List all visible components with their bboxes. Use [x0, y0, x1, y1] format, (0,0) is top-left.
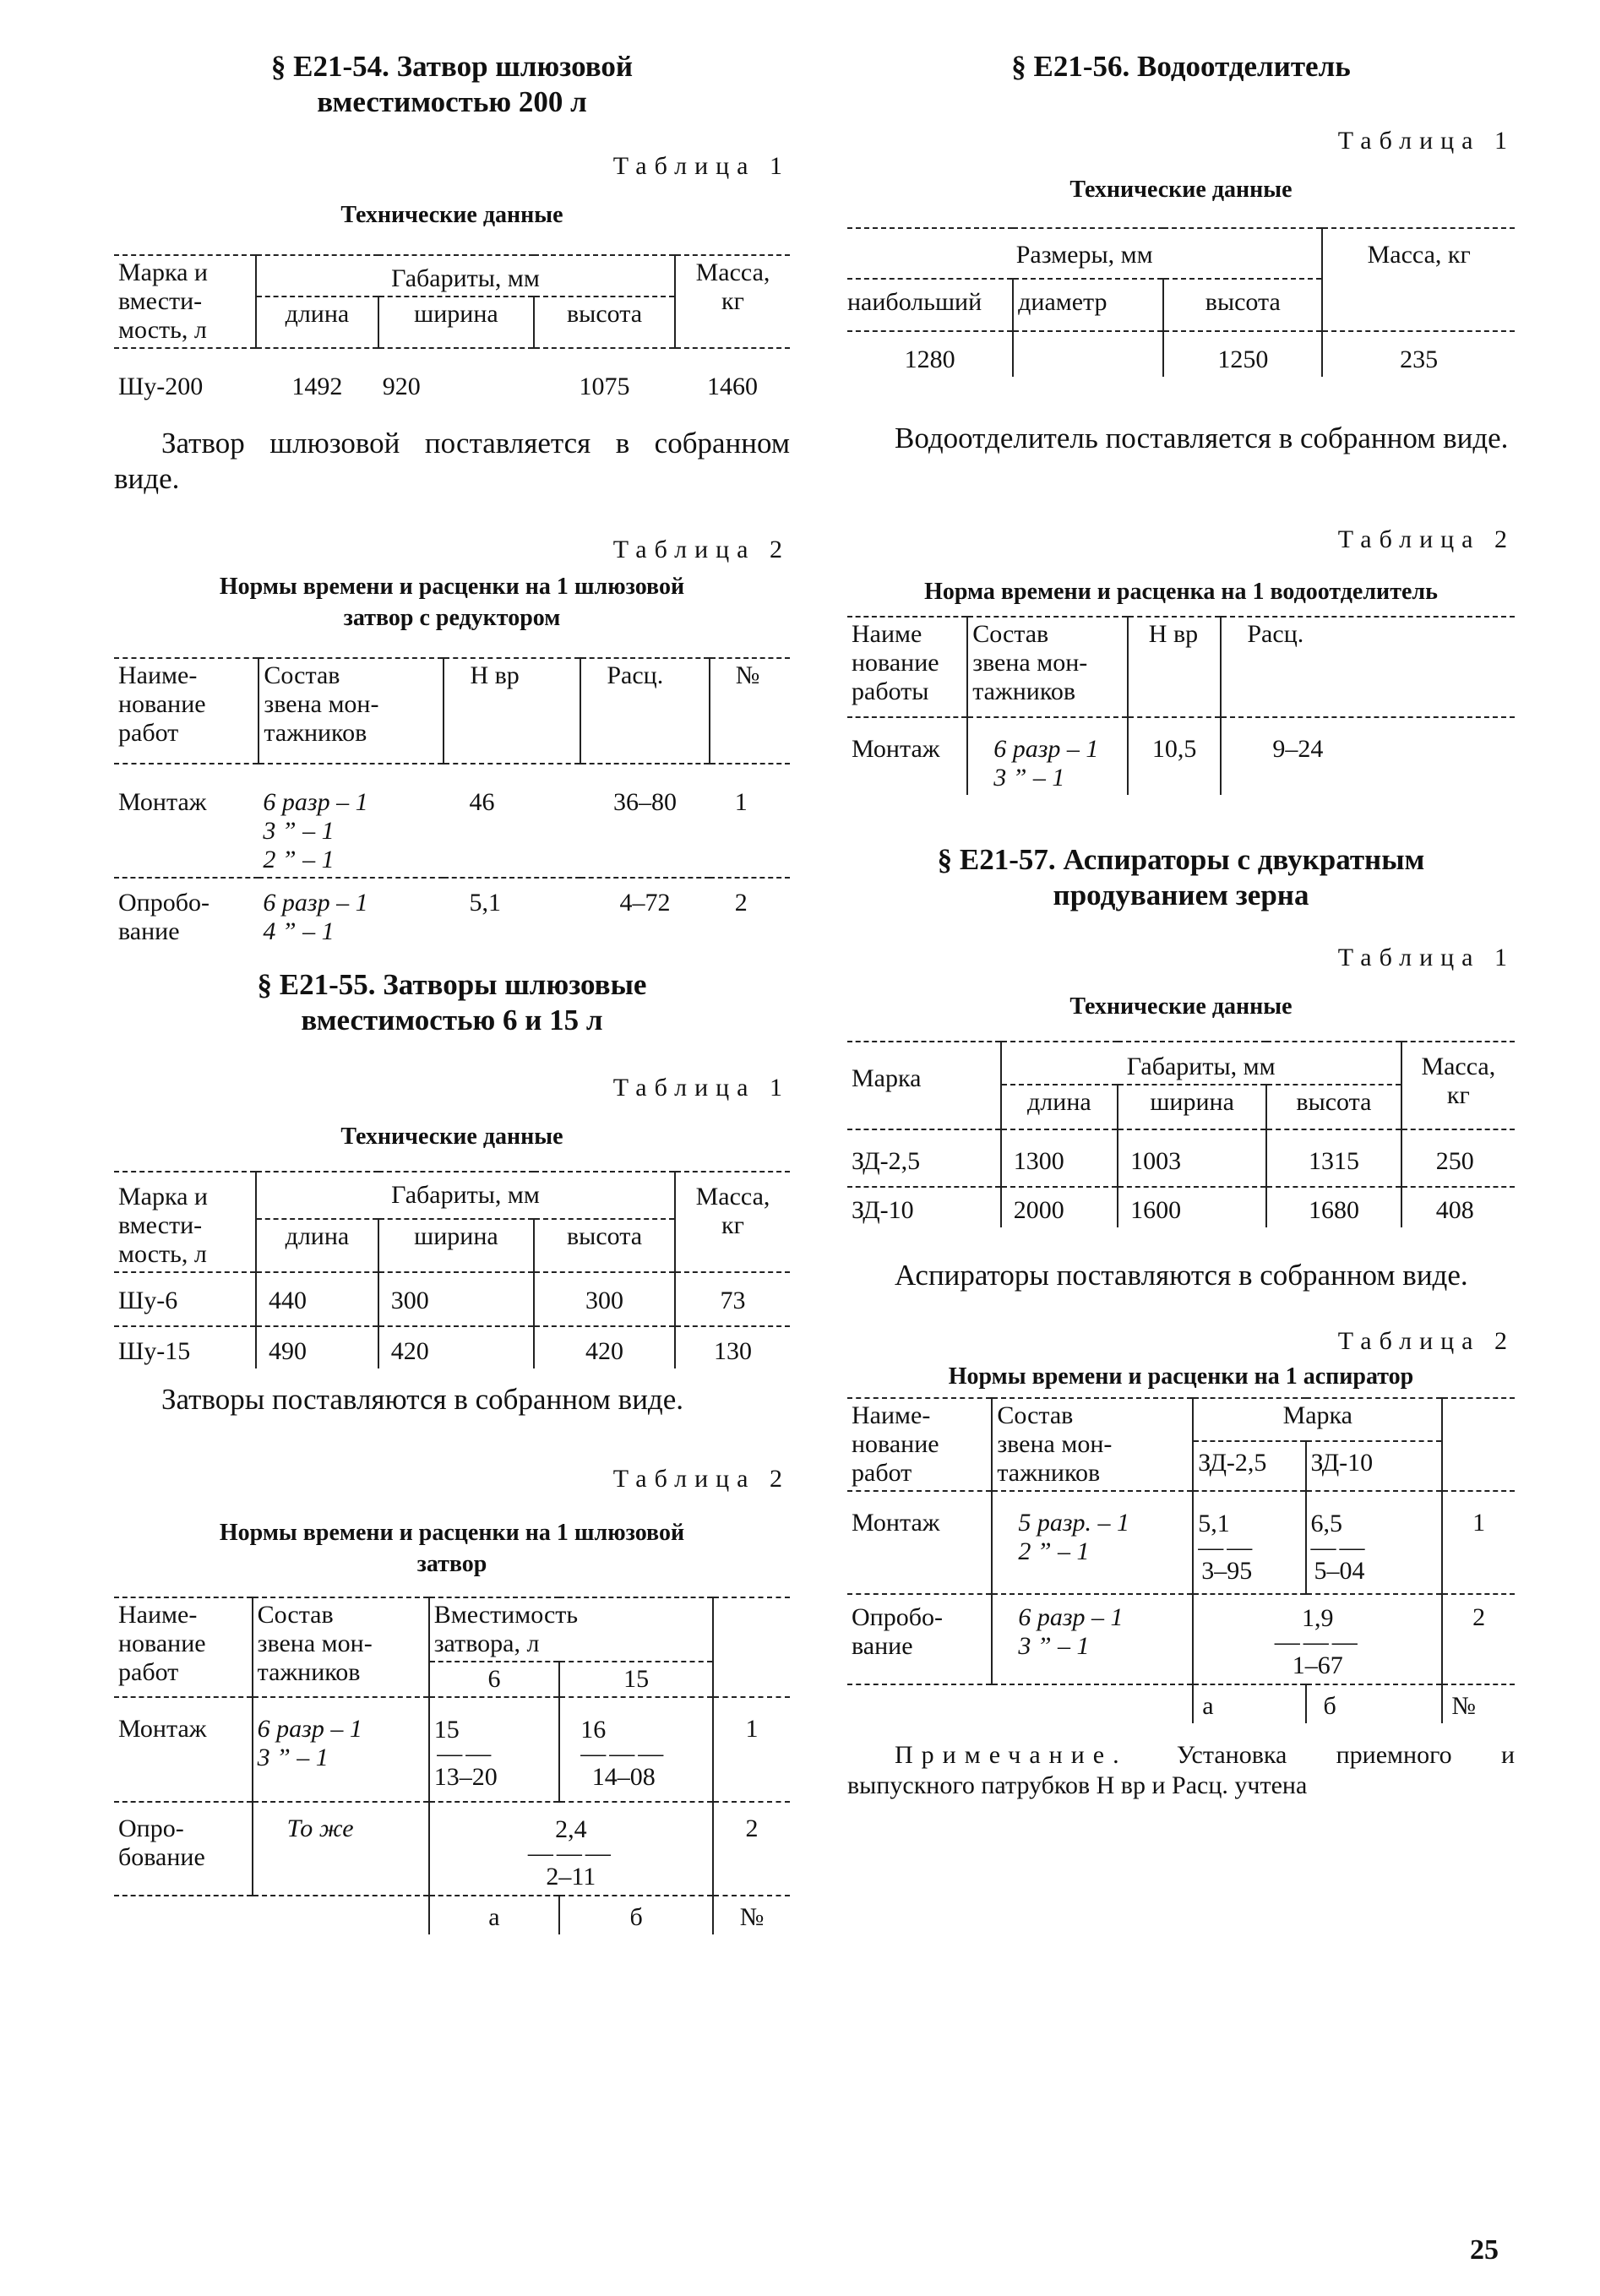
table-label: Таблица 1: [612, 152, 790, 180]
e54-tech-table: [114, 254, 790, 404]
header-max: наибольший: [847, 279, 1013, 331]
table-label: Таблица 1: [1337, 944, 1515, 971]
header-length: длина: [256, 297, 378, 348]
header-mark: Марка и вмести- мость, л: [114, 1172, 256, 1272]
table-title: Технические данные: [1069, 177, 1293, 203]
table-row: Опробо- вание 6 разр – 1 3 ” – 1 1,9 ——— 1–67 2: [847, 1594, 1515, 1684]
header-name: Наиме- нование работ: [114, 1597, 253, 1697]
header-rasc: Расц.: [1221, 617, 1515, 717]
header-diameter: диаметр: [1013, 279, 1163, 331]
paragraph: Затвор шлюзовой поставляется в собранном виде.: [114, 427, 790, 495]
header-height: высота: [534, 297, 675, 348]
header-crew: Состав звена мон- тажников: [967, 617, 1128, 717]
right-column: [847, 0, 1515, 1801]
header-length: длина: [256, 1219, 378, 1272]
section-heading-e21-57: § Е21-57. Аспираторы с двукратным продуванием зерна: [937, 843, 1425, 911]
table-row: Монтаж 5 разр. – 1 2 ” – 1 5,1 —— 3–95 6,5 —— 5–04 1: [847, 1491, 1515, 1594]
section-heading-e21-55: § Е21-55. Затворы шлюзовые вместимостью 6 и 15 л: [257, 968, 647, 1036]
section-heading-e21-56: § Е21-56. Водоотделитель: [1011, 50, 1351, 83]
header-mass: Масса, кг: [675, 1172, 790, 1272]
header-crew: Состав звена мон- тажников: [992, 1398, 1193, 1491]
table-row: Монтаж 6 разр – 1 3 ” – 1 15 —— 13–20 16 ——— 14–08 1: [114, 1697, 790, 1802]
table-title: Технические данные: [1069, 993, 1293, 1020]
table-label: Таблица 2: [1337, 1327, 1515, 1355]
header-capacity: Вместимость затвора, л: [429, 1597, 713, 1662]
section-heading-e21-54: § Е21-54. Затвор шлюзовой вместимостью 200 л: [270, 50, 634, 118]
table-title: Нормы времени и расценки на 1 аспиратор: [948, 1363, 1414, 1390]
header-name: Наиме- нование работ: [114, 658, 259, 764]
footnote: [847, 1740, 1515, 1801]
table-label: Таблица 2: [612, 536, 790, 563]
header-zd10: ЗД-10: [1306, 1441, 1443, 1491]
header-length: длина: [1001, 1085, 1118, 1129]
header-mark: Марка: [1193, 1398, 1442, 1441]
table-label: Таблица 1: [1337, 127, 1515, 155]
header-dims: Габариты, мм: [1001, 1042, 1401, 1085]
e55-norms-table: [114, 1597, 790, 1934]
table-title: Нормы времени и расценки на 1 шлюзовой затвор с редуктором: [219, 574, 685, 631]
table-title: Нормы времени и расценки на 1 шлюзовой затвор: [219, 1520, 685, 1577]
e57-tech-table: [847, 1041, 1515, 1227]
header-mass: Масса, кг: [1322, 228, 1515, 331]
table-row: Опро- бование То же 2,4 ——— 2–11 2: [114, 1802, 790, 1896]
paragraph: Аспираторы поставляются в собранном виде.: [895, 1259, 1468, 1292]
table-footer: а б №: [114, 1896, 790, 1934]
header-height: высота: [534, 1219, 675, 1272]
table-row: Шу-200 1492 920 1075 1460: [118, 373, 758, 400]
table-label: Таблица 1: [612, 1074, 790, 1102]
header-size: Размеры, мм: [847, 228, 1322, 279]
header-no: №: [710, 658, 790, 764]
header-nvr: Н вр: [444, 658, 580, 764]
header-crew: Состав звена мон- тажников: [259, 658, 444, 764]
left-column: [114, 0, 790, 1934]
header-width: ширина: [378, 297, 534, 348]
header-mark: Марка: [847, 1042, 1001, 1129]
table-label: Таблица 2: [1337, 525, 1515, 553]
header-dims: Габариты, мм: [256, 255, 675, 297]
paragraph: Водоотделитель поставляется в собранном виде.: [895, 422, 1509, 454]
table-row: Монтаж 6 разр – 1 3 ” – 1 10,5 9–24: [847, 717, 1515, 795]
header-height: высота: [1266, 1085, 1401, 1129]
table-row: Шу-6 440 300 300 73: [114, 1272, 790, 1326]
header-name: Наиме- нование работ: [847, 1398, 992, 1491]
header-width: ширина: [1118, 1085, 1266, 1129]
table-row: 1280 1250 235: [847, 331, 1515, 377]
table-row: ЗД-2,5 1300 1003 1315 250: [847, 1129, 1515, 1187]
header-cap-15: 15: [559, 1662, 713, 1697]
header-mass: Масса, кг: [675, 255, 790, 348]
header-rasc: Расц.: [580, 658, 709, 764]
note-text: Установка приемного и выпускного патрубков Н вр и Расц. учтена: [847, 1741, 1516, 1799]
header-mark: Марка и вмести- мость, л: [114, 255, 256, 348]
e56-norms-table: [847, 616, 1515, 795]
e56-tech-table: [847, 227, 1515, 377]
table-label: Таблица 2: [612, 1465, 790, 1493]
header-width: ширина: [378, 1219, 534, 1272]
table-row: Шу-15 490 420 420 130: [114, 1326, 790, 1368]
paragraph: Затворы поставляются в собранном виде.: [161, 1383, 684, 1416]
page-number: 25: [1470, 2234, 1499, 2266]
table-row: Опробо- вание 6 разр – 1 4 ” – 1 5,1 4–72 2: [118, 889, 748, 945]
table-row: Монтаж 6 разр – 1 3 ” – 1 2 ” – 1 46 36–80 1: [114, 764, 790, 878]
header-crew: Состав звена мон- тажников: [253, 1597, 429, 1697]
table-row: ЗД-10 2000 1600 1680 408: [847, 1187, 1515, 1227]
note-lead: Примечание.: [895, 1741, 1128, 1769]
header-dims: Габариты, мм: [256, 1172, 675, 1219]
header-name: Наиме нование работы: [847, 617, 967, 717]
header-nvr: Н вр: [1128, 617, 1222, 717]
e54-norms-table: [114, 657, 790, 949]
header-cap-6: 6: [429, 1662, 560, 1697]
header-mass: Масса, кг: [1401, 1042, 1515, 1129]
header-zd25: ЗД-2,5: [1193, 1441, 1305, 1491]
e57-norms-table: [847, 1397, 1515, 1723]
table-footer: а б №: [847, 1684, 1515, 1723]
table-title: Норма времени и расценка на 1 водоотделитель: [924, 579, 1438, 605]
e55-tech-table: [114, 1171, 790, 1368]
table-title: Технические данные: [340, 1124, 563, 1150]
table-title: Технические данные: [340, 202, 563, 228]
header-height: высота: [1163, 279, 1322, 331]
